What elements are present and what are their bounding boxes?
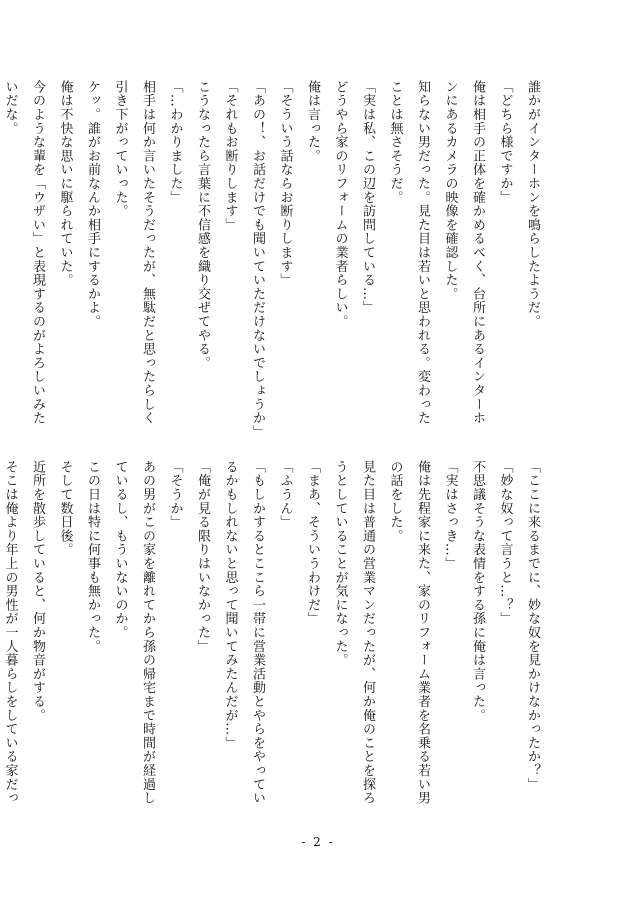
text-line: 相手は何か言いたそうだったが、無駄だと思ったらしく — [140, 80, 155, 425]
text-line: 「あの！、お話だけでも聞いていただけないでしょうか」 — [250, 80, 265, 439]
text-line: 誰かがインターホンを鳴らしたようだ。 — [525, 80, 540, 329]
text-line: るかもしれないと思って聞いてみたんだが…」 — [222, 460, 238, 750]
text-line: 今のような輩を「ウザい」と表現するのがよろしいみた — [30, 80, 45, 425]
text-line: 「そうか」 — [167, 460, 183, 529]
text-line: 「実はさっき…」 — [442, 460, 458, 571]
text-line: 「ふうん」 — [277, 460, 293, 529]
text-line: 「俺が見る限りはいなかった」 — [195, 460, 210, 654]
text-line: 見た目は普通の営業マンだったが、何か俺のことを探ろ — [360, 460, 375, 805]
text-line: 「妙な奴って言うと…？」 — [497, 460, 513, 626]
text-line: そこは俺より年上の男性が一人暮らしをしている家だっ — [2, 460, 18, 805]
text-block-top — [0, 80, 546, 439]
text-block-bottom — [0, 460, 546, 815]
text-line: 俺は不快な思いに駆られていた。 — [57, 80, 73, 287]
text-line: 「それもお断りします」 — [222, 80, 238, 232]
text-line: 「まあ、そういうわけだ」 — [305, 460, 320, 626]
text-line: この日は特に何事も無かった。 — [85, 460, 100, 654]
text-line: ンにあるカメラの映像を確認した。 — [442, 80, 458, 301]
text-line: 知らない男だった。見た目は若いと思われる。変わった — [415, 80, 430, 425]
text-line: ことは無さそうだ。 — [387, 80, 403, 205]
text-line: 「そういう話ならお断りします」 — [277, 80, 293, 287]
text-line: 「どちら様ですか」 — [497, 80, 513, 205]
text-line: 「実は私、この辺を訪問している…」 — [360, 80, 375, 315]
text-line: 俺は相手の正体を確かめるべく、台所にあるインターホ — [470, 80, 485, 425]
text-line: あの男がこの家を離れてから孫の帰宅まで時間が経過し — [140, 460, 155, 805]
text-line: の話をした。 — [387, 460, 403, 543]
text-line: こうなったら言葉に不信感を織り交ぜてやる。 — [195, 80, 210, 370]
text-line: そして数日後。 — [57, 460, 73, 557]
text-line: 不思議そうな表情をする孫に俺は言った。 — [470, 460, 485, 723]
text-line: 「もしかするとここら一帯に営業活動とやらをやってい — [250, 460, 265, 805]
text-line: ケッ。誰がお前なんか相手にするかよ。 — [85, 80, 100, 329]
text-line: 「…わかりました」 — [167, 80, 183, 205]
text-line: 俺は先程家に来た、家のリフォーム業者を名乗る若い男 — [415, 460, 430, 805]
text-line: 引き下がっていった。 — [112, 80, 128, 218]
text-line: 「ここに来るまでに、妙な奴を見かけなかったか？」 — [525, 460, 540, 792]
text-line: ているし、もういないのか。 — [112, 460, 128, 640]
page-number: - 2 - — [301, 835, 335, 849]
text-line: 近所を散歩していると、何か物音がする。 — [30, 460, 45, 723]
text-line: どうやら家のリフォームの業者らしい。 — [332, 80, 348, 329]
text-line: うとしていることが気になった。 — [332, 460, 348, 667]
text-line: いだな。 — [2, 80, 18, 136]
text-line: 俺は言った。 — [305, 80, 320, 163]
